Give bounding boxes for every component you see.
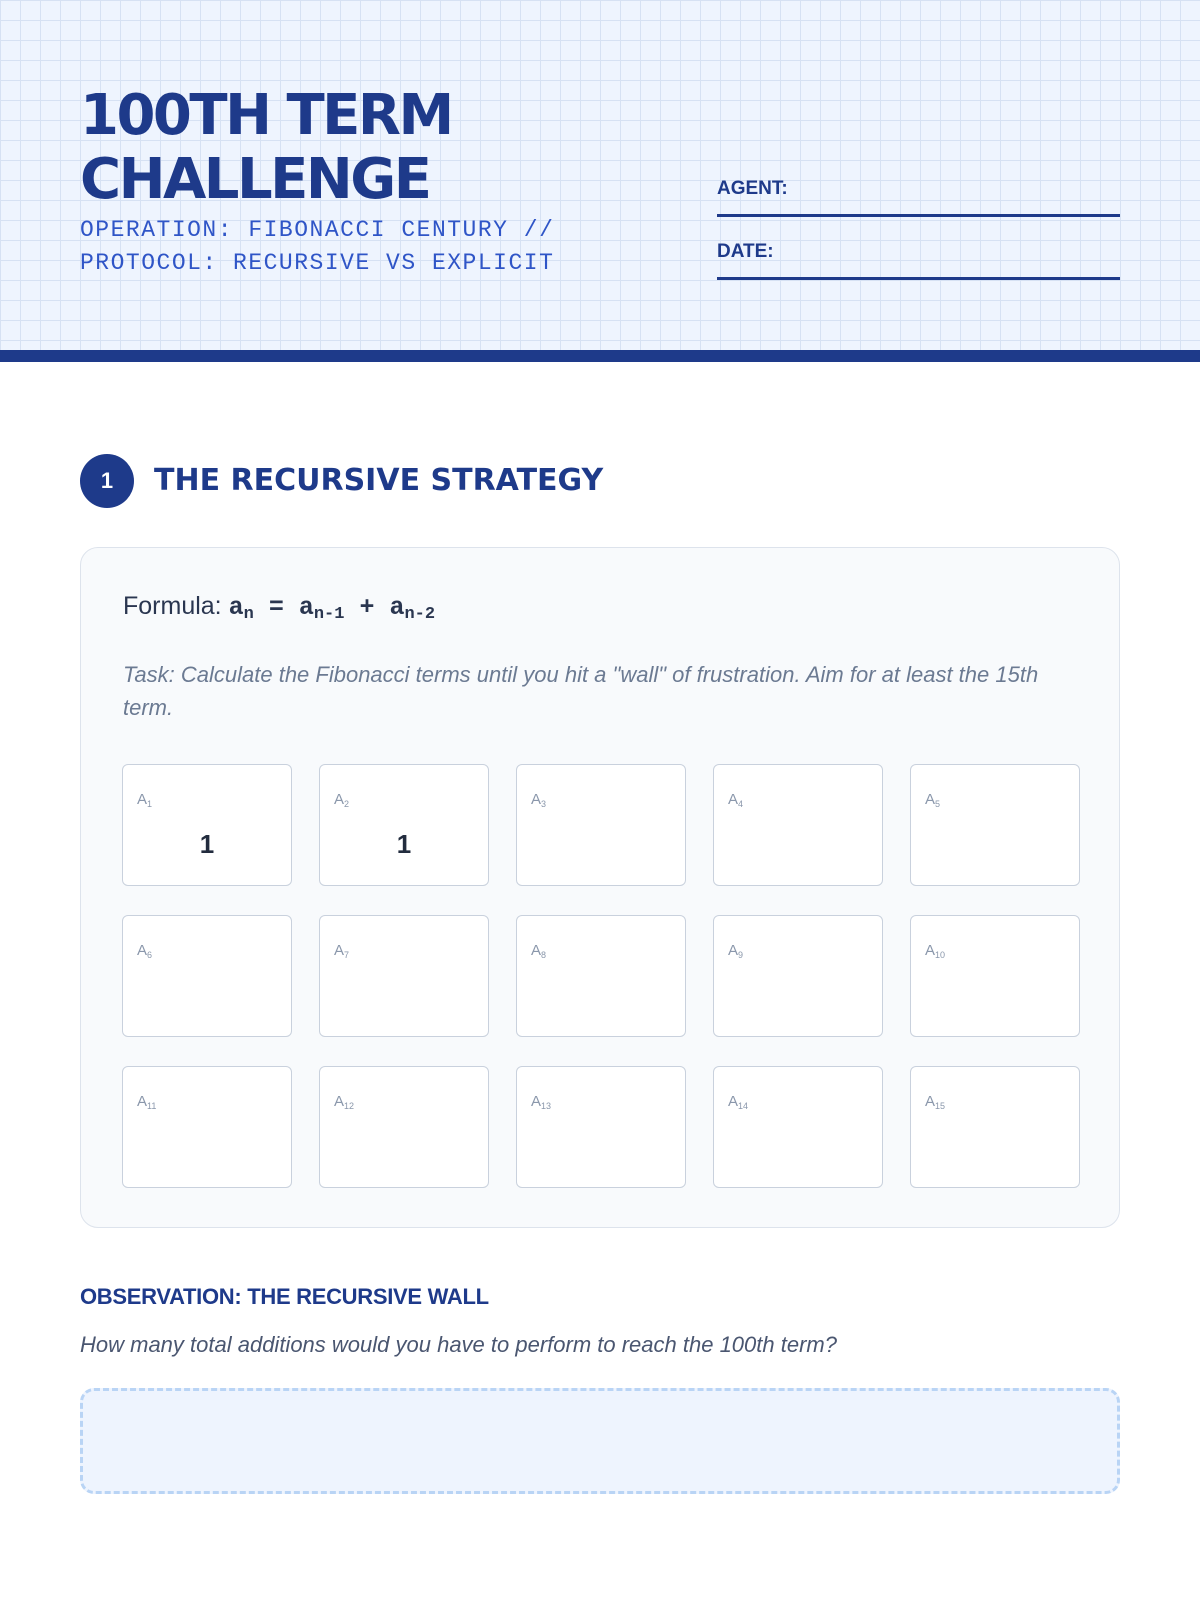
term-cell[interactable]	[910, 915, 1080, 1037]
term-label: $A_2$	[334, 791, 350, 809]
agent-field[interactable]	[717, 175, 1120, 217]
page-title	[80, 84, 452, 212]
page-subtitle	[80, 214, 554, 280]
term-cell[interactable]	[319, 1066, 489, 1188]
term-label: $A_9$	[728, 942, 744, 960]
term-cell[interactable]	[122, 1066, 292, 1188]
term-cell[interactable]	[319, 764, 489, 886]
term-label: $A_6$	[137, 942, 153, 960]
term-label: $A_{12}$	[334, 1093, 355, 1111]
term-cell[interactable]	[122, 915, 292, 1037]
task-instructions: Task: Calculate the Fibonacci terms until you hit a "wall" of frustration. Aim for at least the 15th term.	[123, 662, 1039, 720]
term-label: $A_{15}$	[925, 1093, 946, 1111]
worksheet-header	[0, 0, 1200, 362]
term-cell[interactable]	[319, 915, 489, 1037]
term-label: $A_{10}$	[925, 942, 946, 960]
term-value: 1	[199, 829, 215, 859]
term-label: $A_{13}$	[531, 1093, 552, 1111]
term-label: $A_7$	[334, 942, 350, 960]
formula-label: Formula:	[123, 592, 222, 620]
section-number-badge: 1	[80, 454, 134, 508]
term-cell[interactable]	[713, 1066, 883, 1188]
term-value: 1	[396, 829, 412, 859]
term-cell[interactable]	[516, 764, 686, 886]
term-cell[interactable]	[713, 915, 883, 1037]
term-grid	[122, 764, 1080, 1188]
term-cell[interactable]	[713, 764, 883, 886]
term-cell[interactable]	[122, 764, 292, 886]
term-cell[interactable]	[516, 1066, 686, 1188]
title-line-2: CHALLENGE	[80, 147, 430, 212]
term-cell[interactable]	[910, 1066, 1080, 1188]
agent-label: AGENT:	[717, 178, 788, 199]
term-label: $A_8$	[531, 942, 547, 960]
section-title: THE RECURSIVE STRATEGY	[154, 463, 604, 498]
term-label: $A_{11}$	[137, 1093, 157, 1111]
date-label: DATE:	[717, 241, 774, 262]
term-label: $A_1$	[137, 791, 153, 809]
formula-expression: $a_n = a_{n-1} + a_{n-2}$	[228, 593, 436, 624]
answer-box[interactable]	[80, 1388, 1120, 1494]
term-label: $A_{14}$	[728, 1093, 749, 1111]
term-label: $A_4$	[728, 791, 744, 809]
recursive-strategy-card	[80, 547, 1120, 1228]
term-cell[interactable]	[516, 915, 686, 1037]
term-label: $A_5$	[925, 791, 941, 809]
observation-title: OBSERVATION: THE RECURSIVE WALL	[80, 1284, 489, 1309]
observation-question: How many total additions would you have to perform to reach the 100th term?	[80, 1332, 837, 1357]
subtitle-line-2: PROTOCOL: RECURSIVE VS EXPLICIT	[80, 250, 555, 276]
term-cell[interactable]	[910, 764, 1080, 886]
term-label: $A_3$	[531, 791, 547, 809]
formula	[123, 592, 435, 624]
date-field[interactable]	[717, 238, 1120, 280]
title-line-1: 100TH TERM	[80, 83, 452, 148]
subtitle-line-1: OPERATION: FIBONACCI CENTURY //	[80, 217, 555, 243]
